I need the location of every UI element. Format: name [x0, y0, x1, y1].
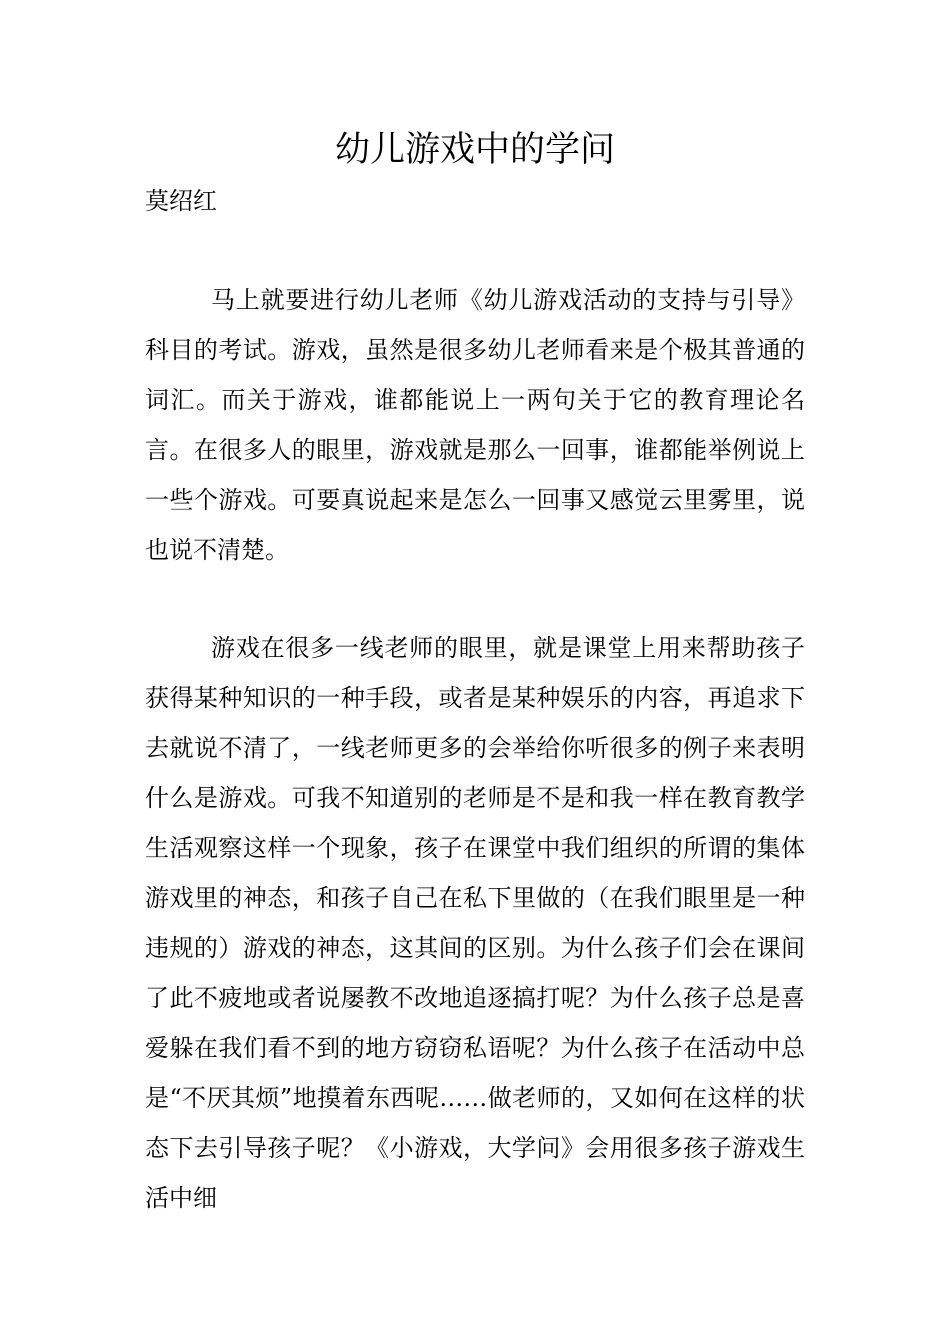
body-paragraph-2: 游戏在很多一线老师的眼里，就是课堂上用来帮助孩子获得某种知识的一种手段，或者是某种娱乐的内容，再追求下去就说不清了，一线老师更多的会举给你听很多的例子来表明什么是游戏。可我不知道别的老师是不是和我一样在教育教学生活观察这样一个现象，孩子在课堂中我们组织的所谓的集体游戏里的神态，和孩子自己在私下里做的（在我们眼里是一种违规的）游戏的神态，这其间的区别。为什么孩子们会在课间了此不疲地或者说屡教不改地追逐搞打呢？为什么孩子总是喜爱躲在我们看不到的地方窃窃私语呢？为什么孩子在活动中总是“不厌其烦”地摸着东西呢……做老师的，又如何在这样的状态下去引导孩子呢？《小游戏，大学问》会用很多孩子游戏生活中细: [145, 634, 805, 1212]
document-title: 幼儿游戏中的学问: [334, 130, 615, 170]
document-author: 莫绍红: [145, 187, 217, 215]
body-paragraph-1: 马上就要进行幼儿老师《幼儿游戏活动的支持与引导》科目的考试。游戏，虽然是很多幼儿老师看来是个极其普通的词汇。而关于游戏，谁都能说上一两句关于它的教育理论名言。在很多人的眼里，游戏就是那么一回事，谁都能举例说上一些个游戏。可要真说起来是怎么一回事又感觉云里雾里，说也说不清楚。: [145, 286, 805, 564]
